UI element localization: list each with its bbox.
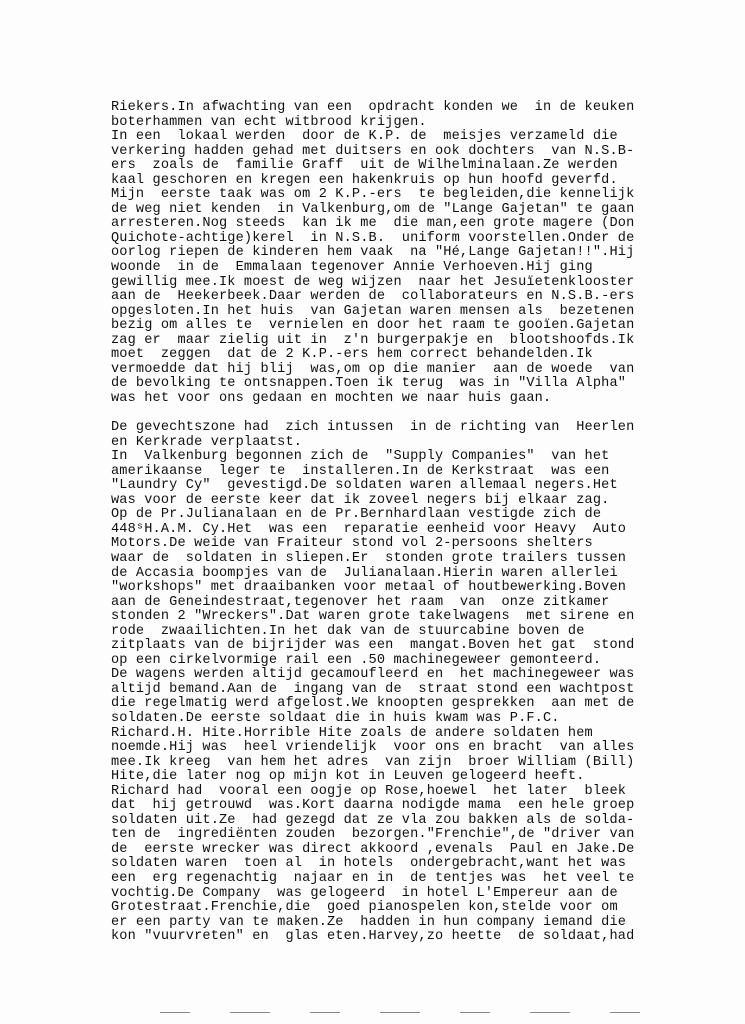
text-line: Grotestraat.Frenchie,die goed pianospelen kon,stelde voor om (111, 900, 618, 916)
text-line: aan de Geneindestraat,tegenover het raam van onze zitkamer (111, 594, 610, 610)
scan-mark (530, 1012, 570, 1013)
text-line: kaal geschoren en kregen een hakenkruis op hun hoofd geverfd. (111, 172, 618, 188)
text-line: zitplaats van de bijrijder was een mangat.Boven het gat stond (111, 638, 635, 654)
text-line: mee.Ik kreeg van hem het adres van zijn broer William (Bill) (111, 754, 635, 770)
text-line: vermoedde dat hij blij was,om op die manier aan de woede van (111, 361, 635, 377)
text-line: Motors.De weide van Fraiteur stond vol 2-persoons shelters (111, 536, 593, 552)
text-line: "Laundry Cy" gevestigd.De soldaten waren allemaal negers.Het (111, 478, 618, 494)
scan-mark (380, 1012, 420, 1013)
text-line: die regelmatig werd afgelost.We knoopten gesprekken aan met de (111, 696, 635, 712)
text-line: de eerste wrecker was direct akkoord ,evenals Paul en Jake.De (111, 841, 635, 857)
text-line: gewillig mee.Ik moest de weg wijzen naar het Jesuïetenklooster (111, 274, 635, 290)
text-line: een erg regenachtig najaar en in de tentjes was het veel te (111, 870, 635, 886)
text-line: De wagens werden altijd gecamoufleerd en het machinegeweer was (111, 667, 635, 683)
text-line: Quichote-achtige)kerel in N.S.B. uniform voorstellen.Onder de (111, 230, 635, 246)
text-line: Hite,die later nog op mijn kot in Leuven gelogeerd heeft. (111, 769, 585, 785)
text-line: ers zoals de familie Graff uit de Wilhelminalaan.Ze werden (111, 158, 618, 174)
text-line: arresteren.Nog steeds kan ik me die man,een grote magere (Don (111, 216, 635, 232)
paragraph-2 (111, 421, 671, 945)
text-line: "workshops" met draaibanken voor metaal of houtbewerking.Boven (111, 580, 627, 596)
text-line: soldaten waren toen al in hotels ondergebracht,want het was (111, 856, 627, 872)
text-line: ten de ingrediënten zouden bezorgen."Frenchie",de "driver van (111, 827, 635, 843)
scan-mark (460, 1012, 490, 1013)
text-line: zag er maar zielig uit in z'n burgerpakje en blootshoofds.Ik (111, 332, 635, 348)
text-line: In een lokaal werden door de K.P. de meisjes verzameld die (111, 129, 618, 145)
text-line: kon "vuurvreten" en glas eten.Harvey,zo heette de soldaat,had (111, 929, 635, 945)
text-line: In Valkenburg begonnen zich de "Supply Companies" van het (111, 449, 610, 465)
scan-mark (310, 1012, 340, 1013)
text-line: op een cirkelvormige rail een .50 machinegeweer gemonteerd. (111, 652, 602, 668)
text-line: verkering hadden gehad met duitsers en ook dochters van N.S.B- (111, 143, 635, 159)
scan-mark (610, 1012, 640, 1013)
text-line: aan de Heekerbeek.Daar werden de collaborateurs en N.S.B.-ers (111, 289, 635, 305)
text-line: stonden 2 "Wreckers".Dat waren grote takelwagens met sirene en (111, 609, 635, 625)
text-line: de Accasia boompjes van de Julianalaan.Hierin waren allerlei (111, 565, 618, 581)
text-line: vochtig.De Company was gelogeerd in hotel L'Empereur aan de (111, 885, 618, 901)
text-line: de weg niet kenden in Valkenburg,om de "Lange Gajetan" te gaan (111, 201, 635, 217)
paragraph-gap (111, 406, 671, 421)
text-line: bezig om alles te vernielen en door het raam te gooïen.Gajetan (111, 318, 635, 334)
scan-mark (160, 1012, 190, 1013)
bottom-scan-marks (160, 1012, 640, 1015)
text-line: en Kerkrade verplaatst. (111, 434, 303, 450)
text-line: soldaten uit.Ze had gezegd dat ze vla zou bakken als de solda- (111, 812, 635, 828)
text-line: er een party van te maken.Ze hadden in hun company iemand die (111, 914, 627, 930)
text-line: waar de soldaten in sliepen.Er stonden grote trailers tussen (111, 550, 627, 566)
text-line: oorlog riepen de kinderen hem vaak na "Hé,Lange Gajetan!!".Hij (111, 245, 635, 261)
text-line: amerikaanse leger te installeren.In de Kerkstraat was een (111, 463, 610, 479)
text-line: was voor de eerste keer dat ik zoveel negers bij elkaar zag. (111, 492, 610, 508)
text-line: woonde in de Emmalaan tegenover Annie Verhoeven.Hij ging (111, 260, 593, 276)
text-line: de bevolking te ontsnappen.Toen ik terug was in "Villa Alpha" (111, 376, 627, 392)
scan-mark (230, 1012, 270, 1013)
text-line: Op de Pr.Julianalaan en de Pr.Bernhardlaan vestigde zich de (111, 507, 602, 523)
paragraph-1 (111, 101, 671, 406)
text-line: was het voor ons gedaan en mochten we naar huis gaan. (111, 390, 552, 406)
text-line: boterhammen van echt witbrood krijgen. (111, 114, 427, 130)
text-line: Riekers.In afwachting van een opdracht konden we in de keuken (111, 100, 635, 115)
text-line: noemde.Hij was heel vriendelijk voor ons en bracht van alles (111, 740, 635, 756)
text-line: Richard.H. Hite.Horrible Hite zoals de andere soldaten hem (111, 725, 593, 741)
text-line: Richard had vooral een oogje op Rose,hoewel het later bleek (111, 783, 627, 799)
text-line: opgesloten.In het huis van Gajetan waren mensen als bezetenen (111, 303, 635, 319)
text-line: De gevechtszone had zich intussen in de richting van Heerlen (111, 420, 635, 436)
text-line: 448ˢH.A.M. Cy.Het was een reparatie eenheid voor Heavy Auto (111, 521, 627, 537)
text-line: soldaten.De eerste soldaat die in huis kwam was P.F.C. (111, 710, 560, 726)
text-line: moet zeggen dat de 2 K.P.-ers hem correct behandelden.Ik (111, 347, 593, 363)
document-text (111, 101, 671, 945)
text-line: Mijn eerste taak was om 2 K.P.-ers te begleiden,die kennelijk (111, 187, 635, 203)
text-line: rode zwaailichten.In het dak van de stuurcabine boven de (111, 623, 585, 639)
text-line: dat hij getrouwd was.Kort daarna nodigde mama een hele groep (111, 798, 635, 814)
text-line: altijd bemand.Aan de ingang van de straat stond een wachtpost (111, 681, 635, 697)
